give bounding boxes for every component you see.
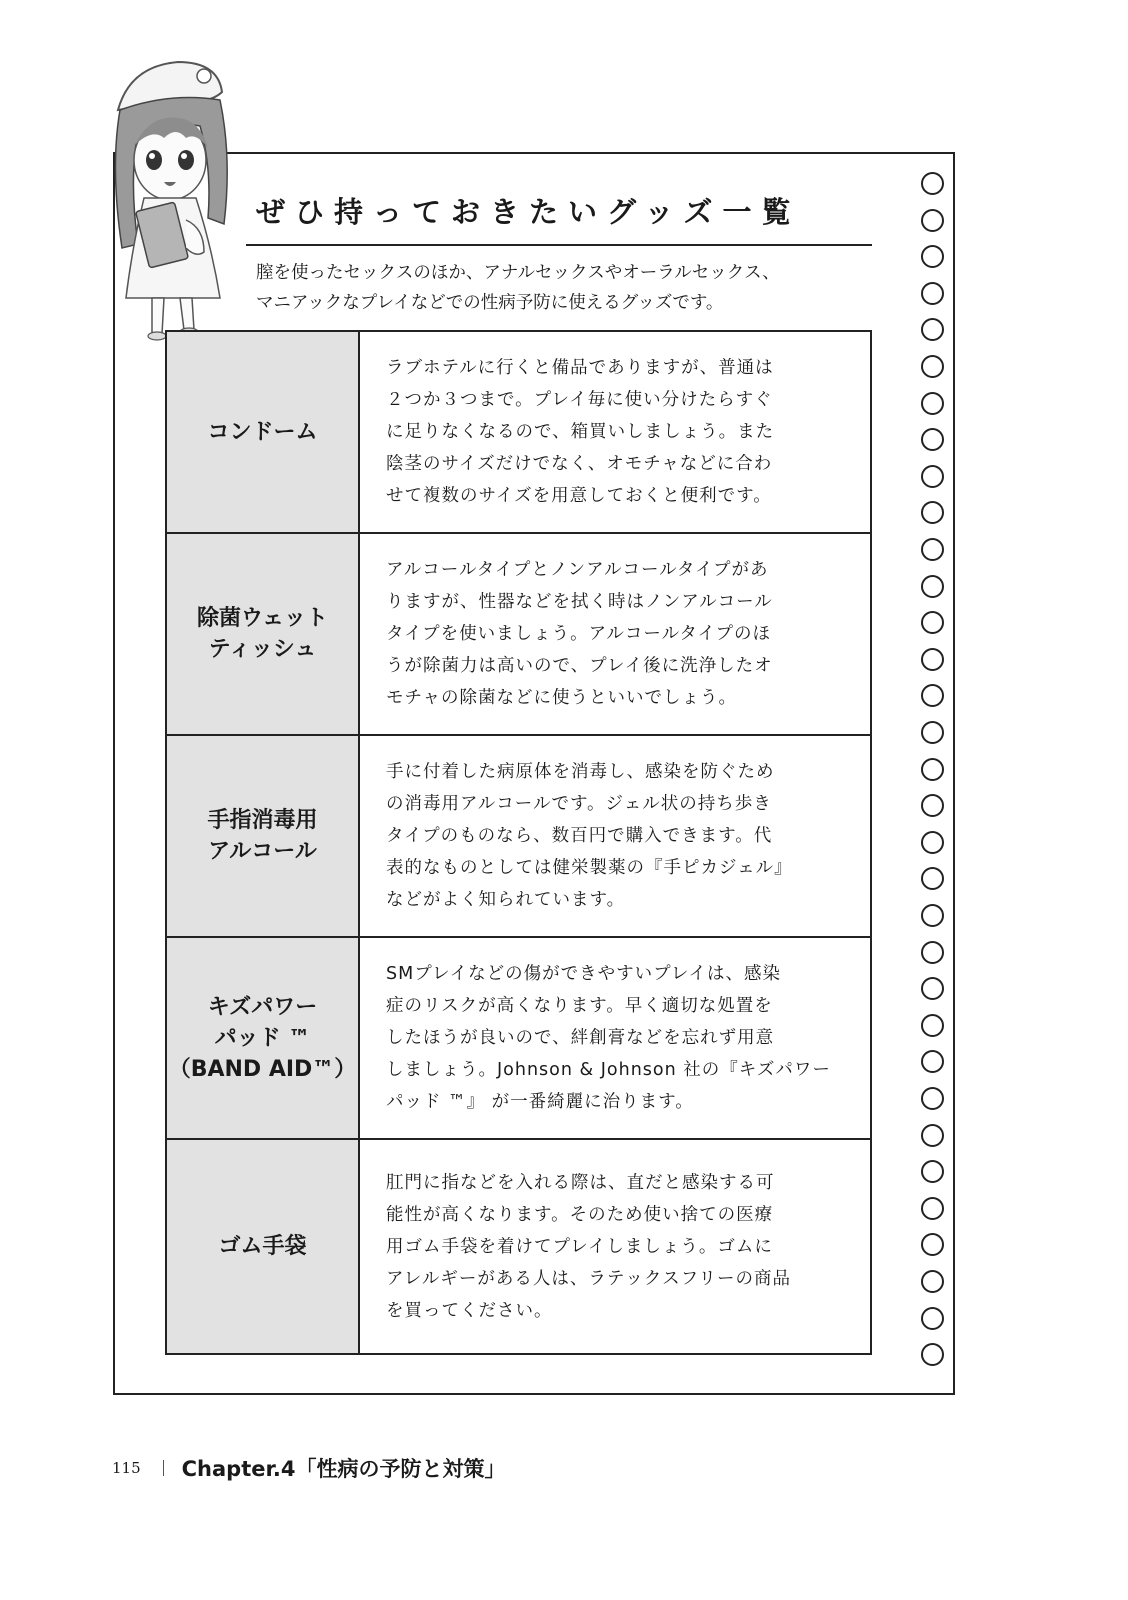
binder-ring	[921, 538, 944, 561]
binder-ring	[921, 721, 944, 744]
description-line: の消毒用アルコールです。ジェル状の持ち歩き	[386, 794, 772, 814]
binder-ring	[921, 941, 944, 964]
binder-ring	[921, 1087, 944, 1110]
page-title: ぜひ持っておきたいグッズ一覧	[256, 195, 801, 229]
item-name-cell	[167, 332, 360, 532]
description-line: 表的なものとしては健栄製薬の『手ピカジェル』	[386, 858, 793, 878]
table-row	[167, 534, 870, 736]
binder-ring	[921, 1270, 944, 1293]
item-name: パッド ™	[214, 1025, 311, 1051]
intro-line: マニアックなプレイなどでの性病予防に使えるグッズです。	[256, 293, 724, 313]
binder-ring	[921, 1050, 944, 1073]
item-name: ティッシュ	[208, 637, 317, 662]
description-line: ２つか３つまで。プレイ毎に使い分けたらすぐ	[386, 390, 773, 410]
item-name: ゴム手袋	[218, 1234, 307, 1259]
binder-ring	[921, 867, 944, 890]
binder-ring	[921, 1343, 944, 1366]
description-line: タイプを使いましょう。アルコールタイプのほ	[386, 624, 771, 644]
description-line: 能性が高くなります。そのため使い捨ての医療	[386, 1204, 774, 1225]
binder-ring	[921, 575, 944, 598]
item-name: アルコール	[208, 839, 317, 864]
item-description-cell	[360, 1140, 870, 1353]
item-name-cell	[167, 1140, 360, 1353]
description-line: などがよく知られています。	[386, 890, 626, 910]
binder-ring	[921, 245, 944, 268]
binder-ring	[921, 977, 944, 1000]
binder-ring	[921, 1233, 944, 1256]
item-name-cell	[167, 736, 360, 936]
intro-paragraph	[256, 258, 876, 318]
binder-ring	[921, 1124, 944, 1147]
description-line: 手に付着した病原体を消毒し、感染を防ぐため	[386, 762, 775, 782]
description-line: パッド ™』 が一番綺麗に治ります。	[386, 1092, 694, 1112]
table-row	[167, 938, 870, 1140]
binder-ring	[921, 318, 944, 341]
table-row	[167, 332, 870, 534]
binder-ring	[921, 172, 944, 195]
item-name: 除菌ウェット	[196, 606, 329, 631]
description-line: を買ってください。	[386, 1300, 553, 1321]
binder-ring	[921, 465, 944, 488]
footer-divider	[163, 1460, 164, 1476]
description-line: うが除菌力は高いので、プレイ後に洗浄したオ	[386, 656, 773, 676]
binder-ring	[921, 428, 944, 451]
item-name: コンドーム	[207, 419, 318, 445]
item-description-cell	[360, 534, 870, 734]
description-line: せて複数のサイズを用意しておくと便利です。	[386, 486, 772, 506]
intro-line: 膣を使ったセックスのほか、アナルセックスやオーラルセックス、	[256, 263, 780, 283]
table-row	[167, 736, 870, 938]
item-name-cell	[167, 938, 360, 1138]
item-name: （BAND AID™）	[168, 1056, 357, 1082]
description-line: タイプのものなら、数百円で購入できます。代	[386, 826, 773, 846]
description-line: SMプレイなどの傷ができやすいプレイは、感染	[386, 964, 782, 984]
goods-table	[165, 330, 872, 1355]
chapter-title: Chapter.4「性病の予防と対策」	[181, 1457, 506, 1481]
nurse-mascot-illustration	[100, 48, 250, 344]
item-name: 手指消毒用	[207, 808, 318, 833]
description-line: ラブホテルに行くと備品でありますが、普通は	[386, 358, 774, 378]
binder-ring	[921, 355, 944, 378]
binder-ring	[921, 648, 944, 671]
item-description-cell	[360, 938, 870, 1138]
binder-ring	[921, 392, 944, 415]
item-name-cell	[167, 534, 360, 734]
binder-ring	[921, 611, 944, 634]
binder-ring	[921, 794, 944, 817]
binder-ring	[921, 209, 944, 232]
description-line: したほうが良いので、絆創膏などを忘れず用意	[386, 1028, 775, 1048]
description-line: しましょう。Johnson & Johnson 社の『キズパワー	[386, 1060, 831, 1080]
description-line: 症のリスクが高くなります。早く適切な処置を	[386, 996, 773, 1016]
page-footer	[112, 1453, 505, 1483]
item-name: キズパワー	[207, 994, 318, 1020]
binder-ring	[921, 904, 944, 927]
title-underline	[246, 244, 872, 246]
description-line: アルコールタイプとノンアルコールタイプがあ	[386, 560, 769, 580]
description-line: に足りなくなるので、箱買いしましょう。また	[386, 422, 775, 442]
description-line: アレルギーがある人は、ラテックスフリーの商品	[386, 1268, 791, 1289]
binder-ring	[921, 758, 944, 781]
binder-ring	[921, 1197, 944, 1220]
binder-ring	[921, 684, 944, 707]
description-line: モチャの除菌などに使うといいでしょう。	[386, 688, 737, 708]
item-description-cell	[360, 332, 870, 532]
table-row	[167, 1140, 870, 1353]
description-line: 用ゴム手袋を着けてプレイしましょう。ゴムに	[386, 1236, 773, 1257]
binder-ring	[921, 831, 944, 854]
item-description-cell	[360, 736, 870, 936]
description-line: 陰茎のサイズだけでなく、オモチャなどに合わ	[386, 454, 773, 474]
binder-ring	[921, 1307, 944, 1330]
binder-ring	[921, 1014, 944, 1037]
binder-rings	[921, 172, 951, 1382]
binder-ring	[921, 282, 944, 305]
description-line: りますが、性器などを拭く時はノンアルコール	[386, 592, 773, 612]
page-number: 115	[112, 1459, 141, 1477]
binder-ring	[921, 1160, 944, 1183]
description-line: 肛門に指などを入れる際は、直だと感染する可	[386, 1172, 775, 1193]
binder-ring	[921, 501, 944, 524]
